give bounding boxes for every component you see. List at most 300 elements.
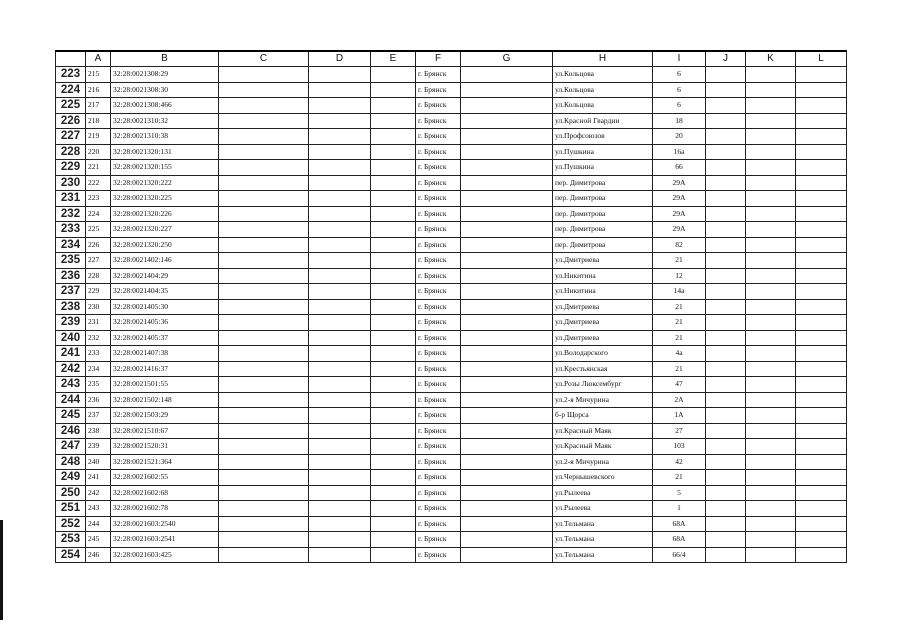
cell-h[interactable]: пер. Димитрова xyxy=(553,237,653,253)
cell-l[interactable] xyxy=(796,470,847,486)
cell-g[interactable] xyxy=(461,532,553,548)
cell-b[interactable]: 32:28:0021404:29 xyxy=(111,268,219,284)
cell-d[interactable] xyxy=(309,98,371,114)
cell-d[interactable] xyxy=(309,315,371,331)
cell-c[interactable] xyxy=(219,113,309,129)
cell-i[interactable]: 29А xyxy=(653,222,706,238)
cell-i[interactable]: 68А xyxy=(653,516,706,532)
cell-d[interactable] xyxy=(309,129,371,145)
cell-b[interactable]: 32:28:0021405:37 xyxy=(111,330,219,346)
cell-a[interactable]: 225 xyxy=(86,222,111,238)
cell-a[interactable]: 245 xyxy=(86,532,111,548)
cell-c[interactable] xyxy=(219,191,309,207)
cell-k[interactable] xyxy=(746,547,796,563)
cell-b[interactable]: 32:28:0021416:37 xyxy=(111,361,219,377)
cell-g[interactable] xyxy=(461,299,553,315)
cell-l[interactable] xyxy=(796,516,847,532)
cell-e[interactable] xyxy=(371,82,416,98)
cell-j[interactable] xyxy=(706,113,746,129)
cell-k[interactable] xyxy=(746,439,796,455)
cell-i[interactable]: 21 xyxy=(653,315,706,331)
cell-a[interactable]: 226 xyxy=(86,237,111,253)
cell-f[interactable]: г. Брянск xyxy=(416,175,461,191)
cell-a[interactable]: 240 xyxy=(86,454,111,470)
cell-g[interactable] xyxy=(461,67,553,83)
cell-d[interactable] xyxy=(309,237,371,253)
cell-e[interactable] xyxy=(371,268,416,284)
cell-a[interactable]: 236 xyxy=(86,392,111,408)
cell-j[interactable] xyxy=(706,454,746,470)
cell-d[interactable] xyxy=(309,175,371,191)
cell-j[interactable] xyxy=(706,144,746,160)
cell-l[interactable] xyxy=(796,160,847,176)
cell-k[interactable] xyxy=(746,129,796,145)
cell-l[interactable] xyxy=(796,377,847,393)
cell-h[interactable]: ул.2-я Мичурина xyxy=(553,392,653,408)
cell-c[interactable] xyxy=(219,330,309,346)
cell-j[interactable] xyxy=(706,284,746,300)
cell-k[interactable] xyxy=(746,191,796,207)
cell-l[interactable] xyxy=(796,392,847,408)
cell-g[interactable] xyxy=(461,191,553,207)
cell-b[interactable]: 32:28:0021602:68 xyxy=(111,485,219,501)
cell-h[interactable]: ул.2-я Мичурина xyxy=(553,454,653,470)
cell-g[interactable] xyxy=(461,547,553,563)
cell-f[interactable]: г. Брянск xyxy=(416,377,461,393)
cell-h[interactable]: ул.Пушкина xyxy=(553,160,653,176)
cell-b[interactable]: 32:28:0021510:67 xyxy=(111,423,219,439)
cell-k[interactable] xyxy=(746,516,796,532)
cell-a[interactable]: 220 xyxy=(86,144,111,160)
cell-e[interactable] xyxy=(371,532,416,548)
row-number[interactable]: 241 xyxy=(56,346,86,362)
cell-k[interactable] xyxy=(746,377,796,393)
cell-h[interactable]: ул.Красный Маяк xyxy=(553,439,653,455)
cell-e[interactable] xyxy=(371,423,416,439)
cell-e[interactable] xyxy=(371,470,416,486)
cell-d[interactable] xyxy=(309,439,371,455)
cell-j[interactable] xyxy=(706,470,746,486)
cell-a[interactable]: 233 xyxy=(86,346,111,362)
cell-j[interactable] xyxy=(706,547,746,563)
cell-e[interactable] xyxy=(371,160,416,176)
cell-i[interactable]: 42 xyxy=(653,454,706,470)
row-number[interactable]: 251 xyxy=(56,501,86,517)
cell-b[interactable]: 32:28:0021603:425 xyxy=(111,547,219,563)
cell-c[interactable] xyxy=(219,501,309,517)
cell-c[interactable] xyxy=(219,485,309,501)
row-number[interactable]: 243 xyxy=(56,377,86,393)
cell-a[interactable]: 234 xyxy=(86,361,111,377)
cell-b[interactable]: 32:28:0021520:31 xyxy=(111,439,219,455)
cell-f[interactable]: г. Брянск xyxy=(416,346,461,362)
cell-e[interactable] xyxy=(371,129,416,145)
row-number[interactable]: 244 xyxy=(56,392,86,408)
cell-f[interactable]: г. Брянск xyxy=(416,191,461,207)
cell-i[interactable]: 21 xyxy=(653,299,706,315)
cell-e[interactable] xyxy=(371,206,416,222)
cell-j[interactable] xyxy=(706,532,746,548)
cell-d[interactable] xyxy=(309,516,371,532)
cell-e[interactable] xyxy=(371,392,416,408)
cell-a[interactable]: 244 xyxy=(86,516,111,532)
cell-j[interactable] xyxy=(706,377,746,393)
cell-j[interactable] xyxy=(706,516,746,532)
cell-j[interactable] xyxy=(706,237,746,253)
cell-k[interactable] xyxy=(746,423,796,439)
cell-i[interactable]: 6 xyxy=(653,67,706,83)
cell-f[interactable]: г. Брянск xyxy=(416,392,461,408)
cell-l[interactable] xyxy=(796,485,847,501)
cell-j[interactable] xyxy=(706,82,746,98)
cell-k[interactable] xyxy=(746,330,796,346)
cell-d[interactable] xyxy=(309,423,371,439)
cell-i[interactable]: 21 xyxy=(653,253,706,269)
cell-i[interactable]: 21 xyxy=(653,470,706,486)
cell-c[interactable] xyxy=(219,392,309,408)
cell-a[interactable]: 219 xyxy=(86,129,111,145)
cell-l[interactable] xyxy=(796,346,847,362)
row-number[interactable]: 246 xyxy=(56,423,86,439)
cell-e[interactable] xyxy=(371,516,416,532)
row-number[interactable]: 239 xyxy=(56,315,86,331)
cell-f[interactable]: г. Брянск xyxy=(416,423,461,439)
cell-c[interactable] xyxy=(219,377,309,393)
cell-b[interactable]: 32:28:0021310:38 xyxy=(111,129,219,145)
cell-c[interactable] xyxy=(219,206,309,222)
cell-i[interactable]: 5 xyxy=(653,485,706,501)
cell-e[interactable] xyxy=(371,237,416,253)
cell-g[interactable] xyxy=(461,160,553,176)
cell-h[interactable]: ул.Дмитриева xyxy=(553,315,653,331)
cell-h[interactable]: пер. Димитрова xyxy=(553,175,653,191)
cell-c[interactable] xyxy=(219,129,309,145)
cell-c[interactable] xyxy=(219,98,309,114)
cell-h[interactable]: ул.Крестьянская xyxy=(553,361,653,377)
cell-d[interactable] xyxy=(309,144,371,160)
cell-f[interactable]: г. Брянск xyxy=(416,532,461,548)
row-number[interactable]: 249 xyxy=(56,470,86,486)
cell-d[interactable] xyxy=(309,408,371,424)
cell-i[interactable]: 6 xyxy=(653,98,706,114)
cell-a[interactable]: 238 xyxy=(86,423,111,439)
cell-h[interactable]: ул.Профсоюзов xyxy=(553,129,653,145)
cell-k[interactable] xyxy=(746,346,796,362)
cell-h[interactable]: ул.Дмитриева xyxy=(553,299,653,315)
cell-b[interactable]: 32:28:0021320:222 xyxy=(111,175,219,191)
cell-l[interactable] xyxy=(796,67,847,83)
cell-c[interactable] xyxy=(219,346,309,362)
cell-i[interactable]: 29А xyxy=(653,175,706,191)
cell-e[interactable] xyxy=(371,253,416,269)
cell-d[interactable] xyxy=(309,67,371,83)
cell-b[interactable]: 32:28:0021308:29 xyxy=(111,67,219,83)
cell-f[interactable]: г. Брянск xyxy=(416,485,461,501)
cell-c[interactable] xyxy=(219,82,309,98)
cell-j[interactable] xyxy=(706,98,746,114)
cell-j[interactable] xyxy=(706,315,746,331)
cell-d[interactable] xyxy=(309,191,371,207)
cell-c[interactable] xyxy=(219,470,309,486)
cell-j[interactable] xyxy=(706,501,746,517)
cell-e[interactable] xyxy=(371,222,416,238)
cell-c[interactable] xyxy=(219,361,309,377)
cell-c[interactable] xyxy=(219,67,309,83)
cell-h[interactable]: ул.Розы Люксембург xyxy=(553,377,653,393)
cell-l[interactable] xyxy=(796,175,847,191)
column-header-f[interactable]: F xyxy=(416,51,461,67)
cell-j[interactable] xyxy=(706,299,746,315)
cell-f[interactable]: г. Брянск xyxy=(416,501,461,517)
cell-g[interactable] xyxy=(461,82,553,98)
cell-i[interactable]: 29А xyxy=(653,206,706,222)
cell-k[interactable] xyxy=(746,315,796,331)
cell-b[interactable]: 32:28:0021521:364 xyxy=(111,454,219,470)
cell-e[interactable] xyxy=(371,454,416,470)
cell-l[interactable] xyxy=(796,284,847,300)
cell-e[interactable] xyxy=(371,113,416,129)
cell-j[interactable] xyxy=(706,253,746,269)
cell-c[interactable] xyxy=(219,253,309,269)
cell-f[interactable]: г. Брянск xyxy=(416,253,461,269)
cell-f[interactable]: г. Брянск xyxy=(416,268,461,284)
cell-h[interactable]: пер. Димитрова xyxy=(553,222,653,238)
column-header-h[interactable]: H xyxy=(553,51,653,67)
cell-b[interactable]: 32:28:0021602:78 xyxy=(111,501,219,517)
cell-g[interactable] xyxy=(461,315,553,331)
cell-f[interactable]: г. Брянск xyxy=(416,67,461,83)
cell-i[interactable]: 21 xyxy=(653,361,706,377)
cell-i[interactable]: 29А xyxy=(653,191,706,207)
column-header-e[interactable]: E xyxy=(371,51,416,67)
cell-g[interactable] xyxy=(461,253,553,269)
cell-f[interactable]: г. Брянск xyxy=(416,237,461,253)
cell-c[interactable] xyxy=(219,408,309,424)
row-number[interactable]: 237 xyxy=(56,284,86,300)
cell-a[interactable]: 241 xyxy=(86,470,111,486)
cell-g[interactable] xyxy=(461,237,553,253)
cell-f[interactable]: г. Брянск xyxy=(416,284,461,300)
cell-b[interactable]: 32:28:0021603:2540 xyxy=(111,516,219,532)
cell-e[interactable] xyxy=(371,346,416,362)
cell-d[interactable] xyxy=(309,547,371,563)
cell-a[interactable]: 232 xyxy=(86,330,111,346)
cell-f[interactable]: г. Брянск xyxy=(416,113,461,129)
cell-d[interactable] xyxy=(309,82,371,98)
cell-b[interactable]: 32:28:0021502:148 xyxy=(111,392,219,408)
row-number[interactable]: 250 xyxy=(56,485,86,501)
cell-a[interactable]: 224 xyxy=(86,206,111,222)
row-number[interactable]: 230 xyxy=(56,175,86,191)
cell-i[interactable]: 12 xyxy=(653,268,706,284)
cell-k[interactable] xyxy=(746,113,796,129)
cell-h[interactable]: ул.Никитина xyxy=(553,284,653,300)
cell-i[interactable]: 2А xyxy=(653,392,706,408)
cell-a[interactable]: 229 xyxy=(86,284,111,300)
cell-l[interactable] xyxy=(796,206,847,222)
cell-b[interactable]: 32:28:0021320:226 xyxy=(111,206,219,222)
cell-e[interactable] xyxy=(371,98,416,114)
cell-i[interactable]: 16а xyxy=(653,144,706,160)
cell-d[interactable] xyxy=(309,361,371,377)
cell-b[interactable]: 32:28:0021402:146 xyxy=(111,253,219,269)
cell-e[interactable] xyxy=(371,547,416,563)
cell-g[interactable] xyxy=(461,408,553,424)
cell-g[interactable] xyxy=(461,129,553,145)
cell-k[interactable] xyxy=(746,253,796,269)
cell-g[interactable] xyxy=(461,346,553,362)
cell-h[interactable]: ул.Никитина xyxy=(553,268,653,284)
cell-k[interactable] xyxy=(746,82,796,98)
cell-j[interactable] xyxy=(706,330,746,346)
cell-k[interactable] xyxy=(746,299,796,315)
cell-e[interactable] xyxy=(371,408,416,424)
row-number[interactable]: 228 xyxy=(56,144,86,160)
cell-j[interactable] xyxy=(706,423,746,439)
cell-k[interactable] xyxy=(746,408,796,424)
cell-l[interactable] xyxy=(796,299,847,315)
cell-g[interactable] xyxy=(461,470,553,486)
cell-h[interactable]: ул.Дмитриева xyxy=(553,253,653,269)
cell-j[interactable] xyxy=(706,408,746,424)
cell-f[interactable]: г. Брянск xyxy=(416,98,461,114)
cell-d[interactable] xyxy=(309,532,371,548)
row-number[interactable]: 235 xyxy=(56,253,86,269)
cell-k[interactable] xyxy=(746,67,796,83)
cell-j[interactable] xyxy=(706,175,746,191)
cell-h[interactable]: ул.Красной Гвардии xyxy=(553,113,653,129)
row-number[interactable]: 233 xyxy=(56,222,86,238)
cell-a[interactable]: 228 xyxy=(86,268,111,284)
cell-f[interactable]: г. Брянск xyxy=(416,129,461,145)
cell-a[interactable]: 217 xyxy=(86,98,111,114)
cell-j[interactable] xyxy=(706,206,746,222)
cell-l[interactable] xyxy=(796,98,847,114)
cell-b[interactable]: 32:28:0021320:155 xyxy=(111,160,219,176)
cell-l[interactable] xyxy=(796,237,847,253)
cell-d[interactable] xyxy=(309,206,371,222)
cell-d[interactable] xyxy=(309,222,371,238)
cell-j[interactable] xyxy=(706,361,746,377)
row-number[interactable]: 225 xyxy=(56,98,86,114)
cell-g[interactable] xyxy=(461,516,553,532)
cell-a[interactable]: 227 xyxy=(86,253,111,269)
cell-a[interactable]: 246 xyxy=(86,547,111,563)
cell-a[interactable]: 242 xyxy=(86,485,111,501)
row-number[interactable]: 232 xyxy=(56,206,86,222)
cell-g[interactable] xyxy=(461,98,553,114)
cell-l[interactable] xyxy=(796,439,847,455)
cell-e[interactable] xyxy=(371,191,416,207)
cell-h[interactable]: ул.Кольцова xyxy=(553,67,653,83)
cell-d[interactable] xyxy=(309,501,371,517)
cell-c[interactable] xyxy=(219,160,309,176)
cell-l[interactable] xyxy=(796,113,847,129)
cell-h[interactable]: ул.Тельмана xyxy=(553,532,653,548)
cell-i[interactable]: 20 xyxy=(653,129,706,145)
cell-h[interactable]: ул.Пушкина xyxy=(553,144,653,160)
row-number[interactable]: 245 xyxy=(56,408,86,424)
cell-b[interactable]: 32:28:0021308:30 xyxy=(111,82,219,98)
row-number[interactable]: 242 xyxy=(56,361,86,377)
cell-l[interactable] xyxy=(796,330,847,346)
cell-d[interactable] xyxy=(309,160,371,176)
cell-a[interactable]: 230 xyxy=(86,299,111,315)
cell-l[interactable] xyxy=(796,547,847,563)
corner-header[interactable] xyxy=(56,51,86,67)
cell-f[interactable]: г. Брянск xyxy=(416,160,461,176)
cell-f[interactable]: г. Брянск xyxy=(416,82,461,98)
cell-h[interactable]: ул.Тельмана xyxy=(553,547,653,563)
cell-b[interactable]: 32:28:0021320:225 xyxy=(111,191,219,207)
cell-i[interactable]: 66/4 xyxy=(653,547,706,563)
cell-a[interactable]: 237 xyxy=(86,408,111,424)
cell-k[interactable] xyxy=(746,206,796,222)
cell-h[interactable]: пер. Димитрова xyxy=(553,191,653,207)
cell-i[interactable]: 1 xyxy=(653,501,706,517)
cell-h[interactable]: ул.Володарского xyxy=(553,346,653,362)
cell-i[interactable]: 14а xyxy=(653,284,706,300)
cell-b[interactable]: 32:28:0021404:35 xyxy=(111,284,219,300)
cell-k[interactable] xyxy=(746,454,796,470)
column-header-l[interactable]: L xyxy=(796,51,847,67)
cell-k[interactable] xyxy=(746,485,796,501)
cell-b[interactable]: 32:28:0021405:36 xyxy=(111,315,219,331)
cell-k[interactable] xyxy=(746,361,796,377)
cell-i[interactable]: 18 xyxy=(653,113,706,129)
row-number[interactable]: 229 xyxy=(56,160,86,176)
cell-f[interactable]: г. Брянск xyxy=(416,299,461,315)
cell-b[interactable]: 32:28:0021320:227 xyxy=(111,222,219,238)
cell-d[interactable] xyxy=(309,454,371,470)
cell-e[interactable] xyxy=(371,175,416,191)
cell-e[interactable] xyxy=(371,299,416,315)
cell-j[interactable] xyxy=(706,191,746,207)
cell-j[interactable] xyxy=(706,222,746,238)
cell-f[interactable]: г. Брянск xyxy=(416,516,461,532)
cell-f[interactable]: г. Брянск xyxy=(416,315,461,331)
cell-k[interactable] xyxy=(746,222,796,238)
row-number[interactable]: 247 xyxy=(56,439,86,455)
cell-c[interactable] xyxy=(219,284,309,300)
cell-g[interactable] xyxy=(461,485,553,501)
cell-h[interactable]: пер. Димитрова xyxy=(553,206,653,222)
cell-f[interactable]: г. Брянск xyxy=(416,454,461,470)
cell-g[interactable] xyxy=(461,330,553,346)
cell-b[interactable]: 32:28:0021405:30 xyxy=(111,299,219,315)
cell-c[interactable] xyxy=(219,144,309,160)
row-number[interactable]: 231 xyxy=(56,191,86,207)
cell-g[interactable] xyxy=(461,284,553,300)
cell-l[interactable] xyxy=(796,532,847,548)
cell-b[interactable]: 32:28:0021320:131 xyxy=(111,144,219,160)
row-number[interactable]: 234 xyxy=(56,237,86,253)
column-header-c[interactable]: C xyxy=(219,51,309,67)
cell-d[interactable] xyxy=(309,392,371,408)
cell-l[interactable] xyxy=(796,315,847,331)
cell-d[interactable] xyxy=(309,377,371,393)
cell-b[interactable]: 32:28:0021501:55 xyxy=(111,377,219,393)
cell-i[interactable]: 47 xyxy=(653,377,706,393)
cell-l[interactable] xyxy=(796,423,847,439)
cell-g[interactable] xyxy=(461,439,553,455)
cell-a[interactable]: 223 xyxy=(86,191,111,207)
cell-k[interactable] xyxy=(746,392,796,408)
cell-g[interactable] xyxy=(461,113,553,129)
cell-a[interactable]: 215 xyxy=(86,67,111,83)
cell-g[interactable] xyxy=(461,501,553,517)
cell-f[interactable]: г. Брянск xyxy=(416,547,461,563)
